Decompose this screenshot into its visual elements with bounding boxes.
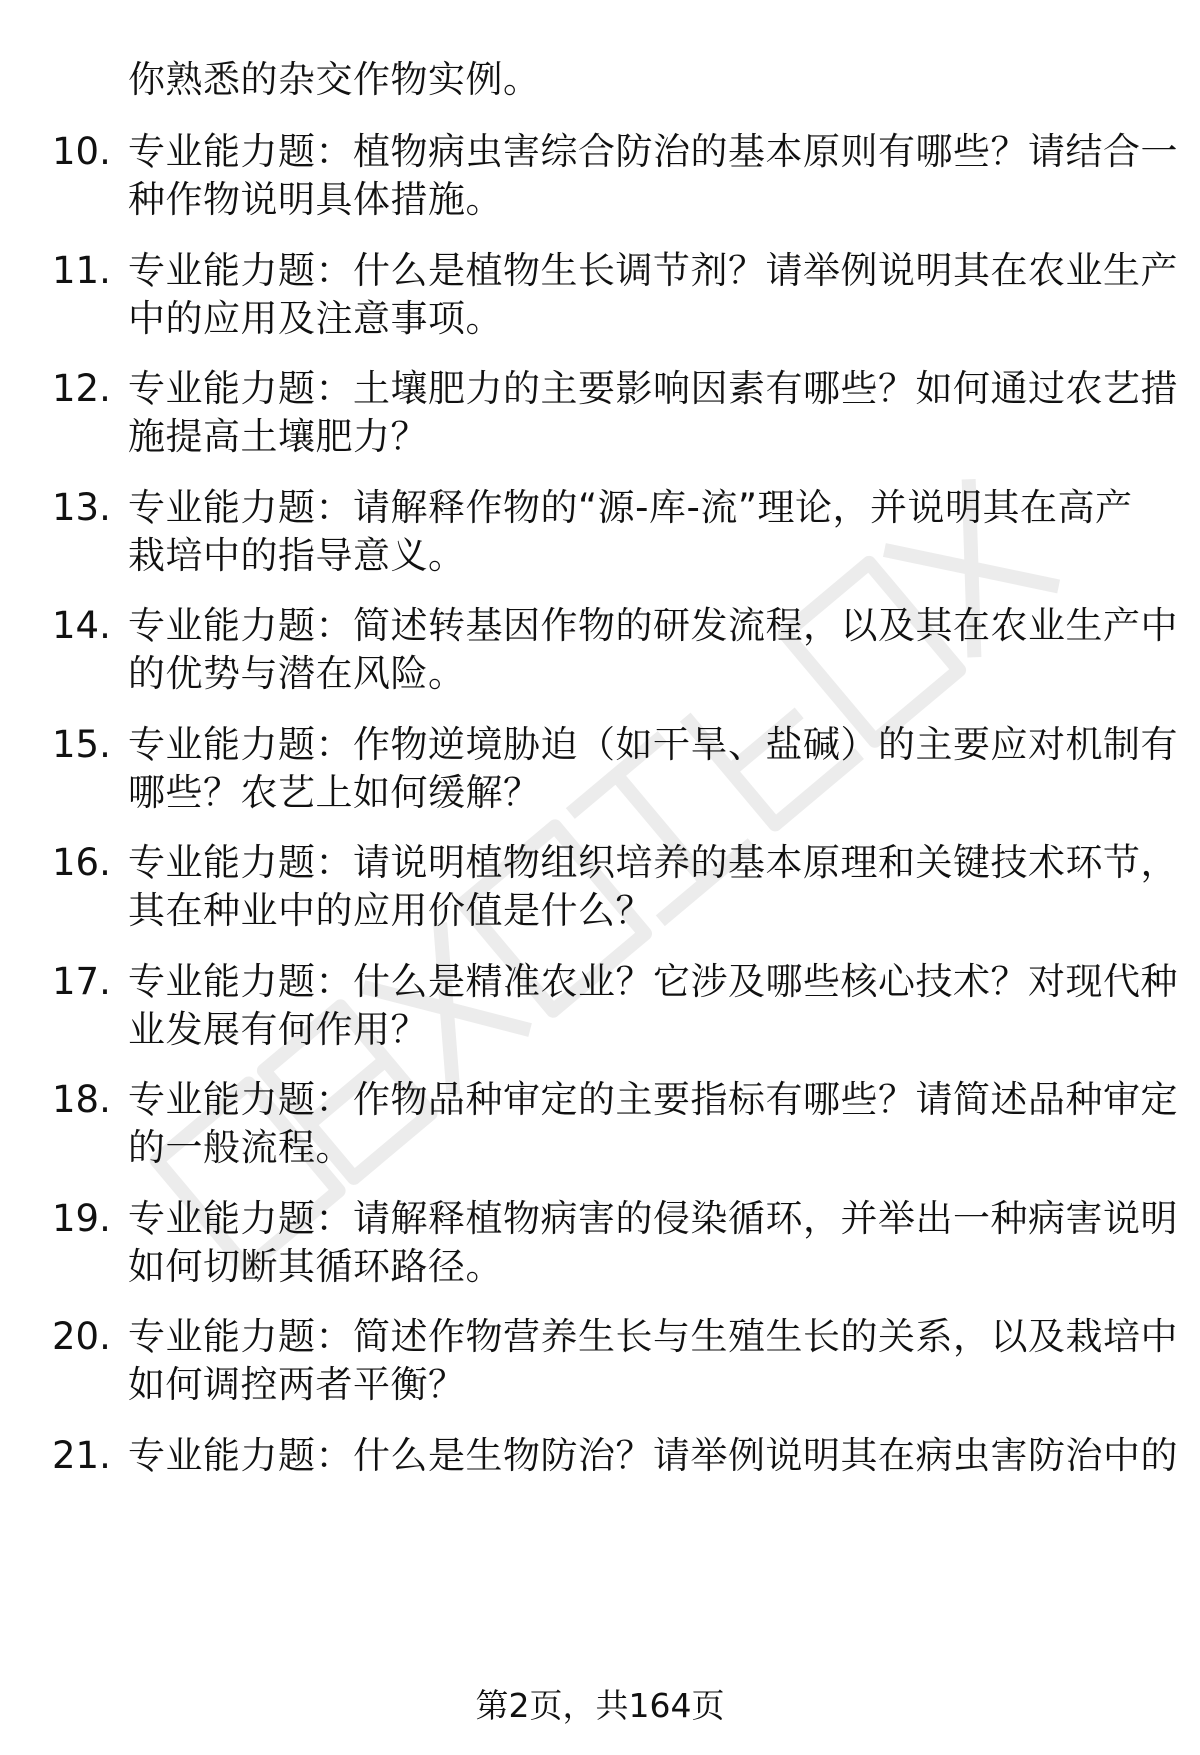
question-number: 16. <box>52 841 111 884</box>
question-text-line: 专业能力题：简述转基因作物的研发流程，以及其在农业生产中 <box>128 604 1178 647</box>
question-text-line: 专业能力题：什么是生物防治？请举例说明其在病虫害防治中的 <box>128 1433 1178 1477</box>
page-footer: 第2页，共164页 <box>475 1686 725 1725</box>
question-text-line: 的优势与潜在风险。 <box>128 652 466 695</box>
question-text-line: 专业能力题：植物病虫害综合防治的基本原则有哪些？请结合一 <box>128 130 1178 173</box>
question-text-line: 栽培中的指导意义。 <box>128 533 466 577</box>
question-number: 12. <box>52 367 111 410</box>
question-number: 13. <box>52 485 111 529</box>
question-number: 15. <box>52 722 111 766</box>
question-text-line: 专业能力题：简述作物营养生长与生殖生长的关系，以及栽培中 <box>128 1315 1178 1358</box>
question-text-line: 的一般流程。 <box>128 1126 353 1169</box>
question-text-line: 如何切断其循环路径。 <box>128 1244 503 1288</box>
question-number: 21. <box>52 1433 111 1477</box>
question-text-line: 专业能力题：作物逆境胁迫（如干旱、盐碱）的主要应对机制有 <box>128 722 1178 766</box>
question-number: 17. <box>52 959 111 1003</box>
continuation-line: 你熟悉的杂交作物实例。 <box>128 58 541 101</box>
question-text-line: 哪些？农艺上如何缓解？ <box>128 770 541 814</box>
question-text-line: 专业能力题：请解释植物病害的侵染循环，并举出一种病害说明 <box>128 1196 1178 1240</box>
question-number: 19. <box>52 1196 111 1240</box>
question-number: 14. <box>52 604 111 647</box>
question-number: 20. <box>52 1315 111 1358</box>
question-number: 18. <box>52 1078 111 1121</box>
question-number: 10. <box>52 130 111 173</box>
question-text-line: 中的应用及注意事项。 <box>128 296 503 340</box>
question-text-line: 专业能力题：请解释作物的“源-库-流”理论，并说明其在高产 <box>128 485 1133 529</box>
question-text-line: 施提高土壤肥力？ <box>128 415 428 458</box>
question-text-line: 专业能力题：作物品种审定的主要指标有哪些？请简述品种审定 <box>128 1078 1178 1121</box>
question-text-line: 如何调控两者平衡？ <box>128 1363 466 1406</box>
question-text-line: 其在种业中的应用价值是什么？ <box>128 889 653 932</box>
question-text-line: 专业能力题：什么是精准农业？它涉及哪些核心技术？对现代种 <box>128 959 1178 1003</box>
question-text-line: 业发展有何作用？ <box>128 1007 428 1051</box>
question-text-line: 专业能力题：土壤肥力的主要影响因素有哪些？如何通过农艺措 <box>128 367 1178 410</box>
question-number: 11. <box>52 248 111 292</box>
question-text-line: 种作物说明具体措施。 <box>128 178 503 221</box>
question-text-line: 专业能力题：请说明植物组织培养的基本原理和关键技术环节， <box>128 841 1178 884</box>
question-text-line: 专业能力题：什么是植物生长调节剂？请举例说明其在农业生产 <box>128 248 1178 292</box>
